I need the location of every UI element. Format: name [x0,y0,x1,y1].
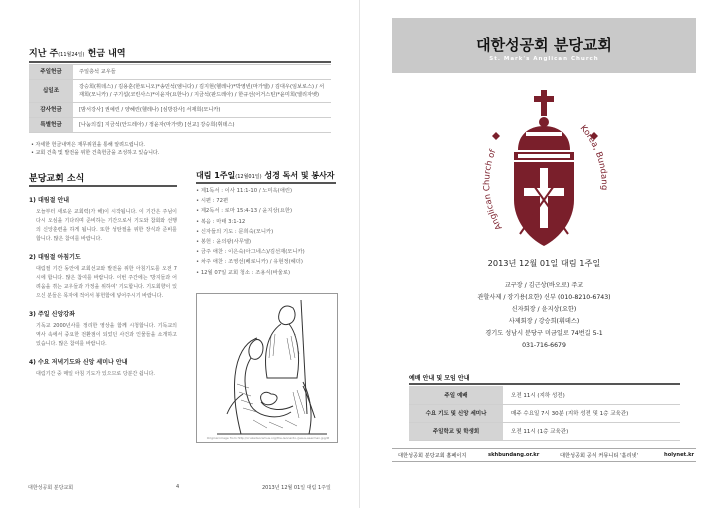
offering-value: [밤서강사] 권예린 / 양혜린(헬레나) [심방감사] 서재희(모니카) [73,103,331,118]
list-item: • 금주 애찬 : 이은숙(아그네스)/김선재(모니카) [196,247,336,257]
table-row [409,422,680,440]
news-heading: 3) 주일 신앙강좌 [29,311,75,318]
offering-notes [31,141,159,157]
worship-label: 주일 예배 [409,386,503,404]
offering-label: 십일조 [29,80,73,103]
church-phone: 031-716-6679 [522,342,566,349]
table-row [29,80,331,103]
clergy-line: 교구장 / 김근상(바오로) 주교 [504,282,584,289]
worship-value: 매주 수요일 7시 30분 (지하 성전 및 1층 교육관) [503,404,680,422]
table-row [29,103,331,118]
crest-text-left: Anglican Church of [482,148,505,232]
news-body: 대림절 기간 동안에 교회선교와 발전을 위한 아침기도를 오전 7시에 합니다. 많은 참여를 바랍니다. 이번 주간에는 '방지들과 어려움을 겪는 교우들과 가정을 위하여' 기도합니다. 기도회향이 있으신 분들은 목자에 적어서 봉헌함에 넣어주시기 바랍니다. [36,266,177,299]
footer-issue: 2013년 12월 01일 대림 1주일 [262,485,331,491]
illustration-caption: Original image from http://cruzadaoramus.org/the-leonardo-/jesus-aserman.jpg/# [206,436,330,440]
clergy-info [392,280,696,352]
crest-cross-horizontal [534,96,554,102]
service-date: 2013년 12월 01일 대림 1주일 [487,258,601,268]
offering-value: [나눔의집] 지금석(안드레아) / 정윤자(마가렛) [선교] 강승희(휘데스) [73,118,331,133]
list-item: • 신자들의 기도 : 문희숙(모니카) [196,227,336,237]
worship-label: 주일학교 및 학생회 [409,422,503,440]
clergy-line: 신자회장 / 윤지상(요한) [511,306,577,313]
offering-label: 주일헌금 [29,65,73,80]
list-item: • 복음 : 마태 3:1-12 [196,217,336,227]
footer-church: 대한성공회 분당교회 [28,485,74,491]
list-item: • 제2독서 : 로마 15:4-13 / 윤지상(요한) [196,206,336,216]
crest-mitre [518,126,570,150]
community-label: 대한성공회 공식 커뮤니티 '홀리넷' [560,453,638,459]
nativity-illustration [196,293,338,443]
readings-title-rule [196,182,336,184]
crest-cross-vertical [541,90,547,116]
church-name-english: St. Mark's Anglican Church [489,56,599,62]
offering-note: • 교회 건축 및 발전을 위한 건축헌금을 조성하고 있습니다. [31,150,160,156]
church-name: 대한성공회 분당교회 [476,36,612,54]
clergy-line: 사제회장 / 강승희(휘데스) [508,318,580,325]
offering-value: 강승희(휘데스) / 김용훈(한토니오)*송민석(엠니다) / 김지현(헬레나)*박영빈(마가엘) / 김대우(임보로스) / 서재희(모니카) / 구기섭(코린사스)*이윤자(요한나) / 지금석(판드레아) / 한규선(어거스틴)*윤미희(엘리자벳) [73,80,331,103]
church-address: 경기도 성남시 분당구 미금일로 74번길 5-1 [485,330,603,337]
homepage-label: 대한성공회 분당교회 홈페이지 [398,453,467,459]
list-item: • 봉헌 : 윤의광(사무엘) [196,237,336,247]
table-row [29,118,331,133]
news-heading: 1) 대림절 안내 [29,197,70,204]
crest-text-right: Korea, Bundang [577,123,609,191]
church-crest-logo [480,88,610,253]
worship-value: 오전 11시 (1층 교육관) [503,422,680,440]
offering-note: • 자세한 헌금내역은 재무위원을 통해 알려드립니다. [31,142,145,148]
footer-page-number: 4 [176,484,180,490]
readings-list [196,186,336,278]
offering-table [29,64,331,133]
nativity-drawing [197,294,337,442]
news-body: 기독교 2000년사를 정리한 영상을 함께 시청합니다. 기독교의 역사 속에서 중요한 전환점이 되었던 사건과 인물들을 소개하고 있습니다. 많은 참여를 바랍니다. [36,323,177,347]
list-item: • 차주 애찬 : 조영선(베로니카) / 유현정(헤더) [196,257,336,267]
news-title-rule [29,185,177,187]
worship-value: 오전 11시 (지하 성전) [503,386,680,404]
homepage-link[interactable]: skhbundang.or.kr [488,452,540,458]
readings-section-title: 대림 1주일(12월01일) 성경 독서 및 봉사자 [196,171,335,180]
news-section-title: 분당교회 소식 [29,174,85,184]
community-link[interactable]: holynet.kr [664,452,695,458]
offering-section-title: 지난 주(11월24일) 헌금 내역 [29,49,126,59]
table-row [409,404,680,422]
offering-label: 감사헌금 [29,103,73,118]
offering-title-rule [29,61,331,63]
news-heading: 4) 수요 저녁기도와 신앙 세미나 안내 [29,359,128,366]
worship-title-rule [409,383,680,385]
list-item: • 12월 07일 교회 청소 : 조용식(바울로) [196,268,336,278]
right-footer [392,448,696,462]
worship-table [409,386,680,441]
worship-label: 수요 기도 및 신앙 세미나 [409,404,503,422]
offering-label: 특별헌금 [29,118,73,133]
news-heading: 2) 대림절 아침기도 [29,254,81,261]
table-row [29,65,331,80]
offering-value: 주일층석 교우들 [73,65,331,80]
list-item: • 제1독서 : 이사 11:1-10 / 노미옥(애린) [196,186,336,196]
news-list [29,195,177,379]
table-row [409,386,680,404]
list-item: • 시편 : 72편 [196,196,336,206]
news-body: 오늘부터 새로운 교회력(가 해)이 시작됩니다. 이 기간은 주님이 다시 오심을 기다리며 준비하는 기간으로서 기도와 참회와 선행의 신앙훈련을 하게 됩니다. 또한 성탄절을 위한 장식과 준비를 합니다. 많은 참여를 바랍니다. [36,209,177,242]
news-body: 대림기간 중 매일 아침 기도가 있으므로 당분간 쉽니다. [36,371,155,377]
worship-section-title: 예배 안내 및 모임 안내 [409,375,470,382]
clergy-line: 관할사제 / 장기용(요한) 신부 (010-8210-6743) [477,294,611,301]
